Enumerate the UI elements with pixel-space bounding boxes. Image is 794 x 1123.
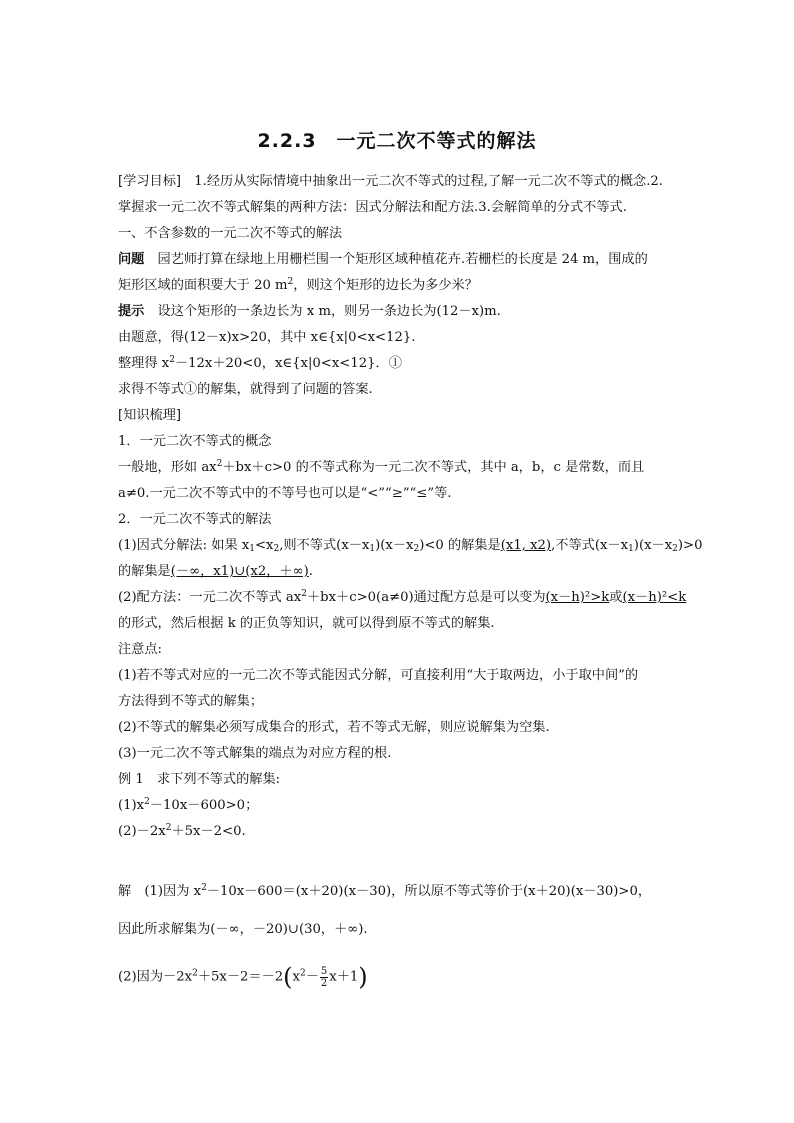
- concept-heading: 1．一元二次不等式的概念: [118, 434, 272, 449]
- learning-goals-line-1: [学习目标] 1.经历从实际情境中抽象出一元二次不等式的过程,了解一元二次不等式的概念.2.: [118, 174, 663, 189]
- note-2: (2)不等式的解集必须写成集合的形式，若不等式无解，则应说解集为空集.: [118, 720, 550, 735]
- solution-line-2: 因此所求解集为(－∞，－20)∪(30，＋∞).: [118, 922, 368, 937]
- problem-line-1: 问题 园艺师打算在绿地上用栅栏围一个矩形区域种植花卉.若栅栏的长度是 24 m，围成的: [118, 252, 648, 267]
- section-heading: 一、不含参数的一元二次不等式的解法: [118, 226, 343, 241]
- answer-blank-1: (x1, x2): [500, 538, 552, 553]
- notes-label: 注意点:: [118, 642, 163, 657]
- answer-blank-3: (x－h)²>k: [545, 590, 610, 605]
- problem-line-2: 矩形区域的面积要大于 20 $m^2$，则这个矩形的边长为多少米？: [118, 277, 478, 293]
- knowledge-label: [知识梳理]: [118, 408, 182, 423]
- square-method-line-2: 的形式，然后根据 k 的正负等知识，就可以得到原不等式的解集.: [118, 616, 495, 631]
- note-3: (3)一元二次不等式解集的端点为对应方程的根.: [118, 746, 392, 761]
- note-1-line-2: 方法得到不等式的解集；: [118, 694, 264, 709]
- learning-goals-label: [学习目标]: [118, 174, 182, 189]
- hint-line-4: 求得不等式①的解集，就得到了问题的答案.: [118, 382, 373, 397]
- note-1-line-1: (1)若不等式对应的一元二次不等式能因式分解，可直接利用“大于取两边，小于取中间”的: [118, 668, 639, 683]
- concept-line-1: 一般地，形如 $ax^2+bx+c>0$ 的不等式称为一元二次不等式，其中 a，b，c 是常数，而且: [118, 459, 645, 475]
- fraction-five-halves: $\frac{5}{2}$: [320, 965, 328, 989]
- solution-line-3: (2)因为$-2x^2+5x-2=-2(x^2-$ $\frac{5}{2}$ x＋1): [118, 963, 368, 991]
- concept-line-2: a≠0.一元二次不等式中的不等号也可以是“<”“≥”“≤”等.: [118, 486, 452, 501]
- example-heading: 例 1 求下列不等式的解集:: [118, 772, 281, 787]
- problem-label: 问题: [118, 252, 145, 267]
- hint-label: 提示: [118, 304, 145, 319]
- method-heading: 2．一元二次不等式的解法: [118, 512, 272, 527]
- learning-goals-line-2: 掌握求一元二次不等式解集的两种方法：因式分解法和配方法.3.会解简单的分式不等式.: [118, 200, 627, 215]
- factor-method-line-2: 的解集是(－∞，x1)∪(x2，＋∞).: [118, 564, 313, 579]
- example-question-1: $(1)x^2-10x-600>0$；: [118, 797, 259, 813]
- factor-method-line-1: (1)因式分解法: 如果 $x_1<x_2$,则不等式$(x-x_1)(x-x_2)<0$ 的解集是(x1, x2),不等式$(x-x_1)(x-x_2)>0$: [118, 538, 703, 554]
- square-method-line-1: (2)配方法：一元二次不等式 $ax^2+bx+c>0(a\ne 0)$通过配方总是可以变为(x－h)²>k或(x－h)²<k: [118, 589, 687, 605]
- example-question-2: $(2)-2x^2+5x-2<0$.: [118, 823, 246, 839]
- hint-line-3: 整理得 $x^2-12x+20<0$，x∈{x|0<x<12}．①: [118, 355, 402, 371]
- hint-line-1: 提示 设这个矩形的一条边长为 x m，则另一条边长为(12－x)m.: [118, 304, 501, 319]
- page-title: 2.2.3 一元二次不等式的解法: [257, 130, 537, 152]
- hint-line-2: 由题意，得(12－x)x>20，其中 x∈{x|0<x<12}.: [118, 330, 416, 345]
- answer-blank-2: (－∞，x1)∪(x2，＋∞): [170, 564, 309, 579]
- answer-blank-4: (x－h)²<k: [622, 590, 687, 605]
- solution-line-1: 解 (1)因为 $x^2-10x-600=(x+20)(x-30)$，所以原不等式等价于(x＋20)(x－30)>0，: [118, 883, 652, 899]
